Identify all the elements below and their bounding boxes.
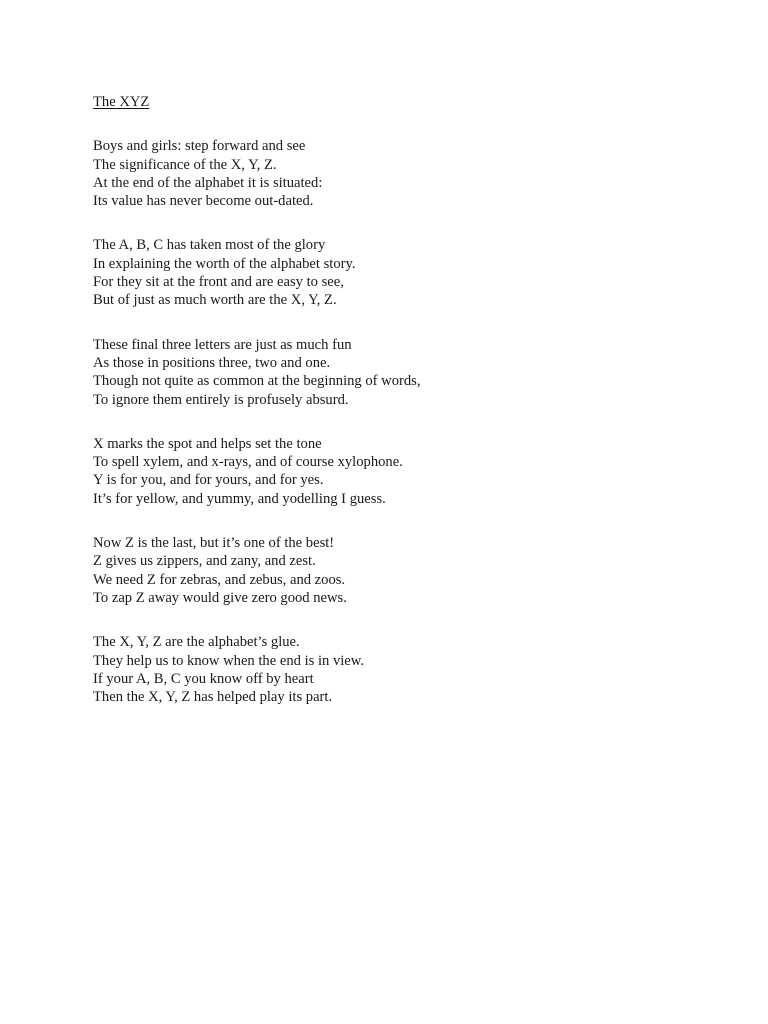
poem-line: To ignore them entirely is profusely absurd. [93, 391, 349, 408]
poem-line: The X, Y, Z are the alphabet’s glue. [93, 634, 300, 651]
poem-line: The significance of the X, Y, Z. [93, 156, 277, 173]
poem-line: Then the X, Y, Z has helped play its part. [93, 689, 333, 706]
stanza [93, 435, 713, 508]
poem-line: They help us to know when the end is in view. [93, 652, 365, 669]
poem-line: For they sit at the front and are easy to see, [93, 274, 344, 291]
poem-line: To zap Z away would give zero good news. [93, 589, 347, 606]
poem-line: At the end of the alphabet it is situated: [93, 174, 323, 191]
poem-line: If your A, B, C you know off by heart [93, 670, 314, 687]
poem-line: Y is for you, and for yours, and for yes. [93, 472, 324, 489]
poem-line: The A, B, C has taken most of the glory [93, 237, 326, 254]
poem-line: We need Z for zebras, and zebus, and zoos. [93, 571, 346, 588]
poem-line: In explaining the worth of the alphabet story. [93, 255, 356, 272]
poem-line: To spell xylem, and x-rays, and of course xylophone. [93, 454, 403, 471]
poem-line: Its value has never become out-dated. [93, 193, 314, 210]
poem-title: The XYZ [93, 94, 150, 110]
poem-line: It’s for yellow, and yummy, and yodelling I guess. [93, 490, 386, 507]
poem [93, 93, 713, 706]
stanza [93, 137, 713, 210]
poem-line: X marks the spot and helps set the tone [93, 435, 322, 452]
stanza [93, 236, 713, 309]
poem-line: As those in positions three, two and one. [93, 354, 331, 371]
stanza [93, 336, 713, 409]
stanza [93, 534, 713, 607]
stanza [93, 633, 713, 706]
poem-line: But of just as much worth are the X, Y, Z. [93, 292, 337, 309]
poem-line: Boys and girls: step forward and see [93, 138, 306, 155]
poem-line: These final three letters are just as much fun [93, 336, 352, 353]
poem-line: Z gives us zippers, and zany, and zest. [93, 553, 316, 570]
poem-line: Now Z is the last, but it’s one of the best! [93, 535, 335, 552]
poem-line: Though not quite as common at the beginning of words, [93, 373, 421, 390]
